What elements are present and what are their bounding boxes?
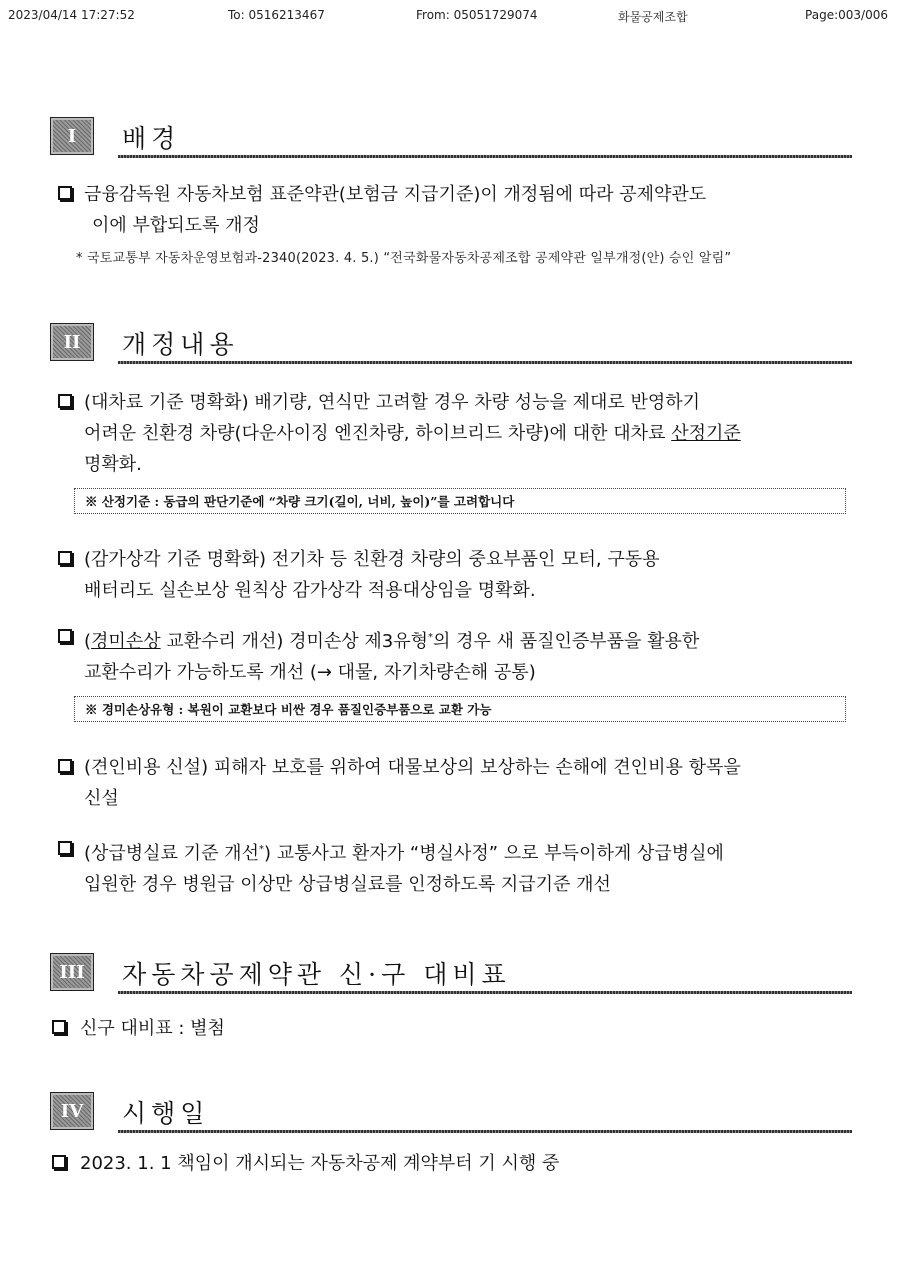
footnote-mark: *	[428, 632, 433, 643]
fax-from: From: 05051729074	[416, 8, 538, 22]
fax-to: To: 0516213467	[228, 8, 325, 22]
item-line: (견인비용 신설) 피해자 보호를 위하여 대물보상의 보상하는 손해에 견인비용 항목을	[84, 757, 741, 778]
item-text: 의 경우 새 품질인증부품을 활용한	[433, 631, 700, 652]
list-item	[50, 1013, 852, 1044]
item-line: 이에 부합되도록 개정	[92, 215, 260, 236]
item-line: 입원한 경우 병원급 이상만 상급병실료를 인정하도록 지급기준 개선	[84, 874, 611, 895]
list-item	[50, 752, 852, 814]
item-line: 신구 대비표 : 별첨	[80, 1018, 225, 1039]
item-line: 금융감독원 자동차보험 표준약관(보험금 지급기준)이 개정됨에 따라 공제약관도	[84, 184, 707, 205]
item-line: (대차료 기준 명확화) 배기량, 연식만 고려할 경우 차량 성능을 제대로 반영하기	[84, 392, 701, 413]
list-item	[50, 544, 852, 606]
section-rule	[118, 155, 852, 158]
section-heading	[50, 117, 852, 161]
section-numeral: II	[50, 323, 94, 361]
checkbox-bullet-icon	[58, 551, 72, 565]
section-effective-date	[50, 1092, 852, 1179]
item-line: (감가상각 기준 명확화) 전기차 등 친환경 차량의 중요부품인 모터, 구동용	[84, 549, 660, 570]
item-line: 교환수리가 가능하도록 개선 (→ 대물, 자기차량손해 공통)	[84, 662, 536, 683]
checkbox-bullet-icon	[58, 186, 72, 200]
item-text: 어려운 친환경 차량(다운사이징 엔진차량, 하이브리드 차량)에 대한 대차료	[84, 423, 672, 444]
section-changes	[50, 323, 852, 900]
underlined-term: 경미손상	[91, 631, 161, 652]
section-background	[50, 117, 852, 266]
section-rule	[118, 361, 852, 364]
item-line	[84, 834, 852, 869]
section-numeral: IV	[50, 1092, 94, 1130]
checkbox-bullet-icon	[58, 759, 72, 773]
fax-datetime: 2023/04/14 17:27:52	[8, 8, 135, 22]
section-rule	[118, 1130, 852, 1133]
item-line: 신설	[84, 788, 119, 809]
section-rule	[118, 991, 852, 994]
section-title: 자동차공제약관 신·구 대비표	[122, 960, 511, 989]
list-item	[50, 387, 852, 480]
section-title: 개정내용	[122, 330, 239, 359]
item-text: (상급병실료 기준 개선	[84, 843, 259, 864]
item-text: ) 교통사고 환자가 “병실사정” 으로 부득이하게 상급병실에	[263, 843, 724, 864]
fax-page: Page:003/006	[805, 8, 888, 22]
section-comparison	[50, 953, 852, 1044]
note-box: ※ 경미손상유형 : 복원이 교환보다 비싼 경우 품질인증부품으로 교환 가능	[74, 696, 846, 722]
item-line: 명확화.	[84, 454, 142, 475]
note-box: ※ 산정기준 : 동급의 판단기준에 “차량 크기(길이, 너비, 높이)”를 고려합니다	[74, 488, 846, 514]
section-numeral: I	[50, 117, 94, 155]
item-line	[84, 418, 852, 449]
footnote: * 국토교통부 자동차운영보험과-2340(2023. 4. 5.) “전국화물자동차공제조합 공제약관 일부개정(안) 승인 알림”	[76, 251, 732, 266]
section-title: 시행일	[122, 1099, 210, 1128]
underlined-term: 산정기준	[671, 423, 741, 444]
checkbox-bullet-icon	[52, 1020, 66, 1034]
section-numeral: III	[50, 953, 94, 991]
checkbox-bullet-icon	[52, 1155, 66, 1169]
section-heading	[50, 323, 852, 367]
item-text: 교환수리 개선) 경미손상 제3유형	[160, 631, 428, 652]
list-item	[50, 179, 852, 241]
list-item	[50, 834, 852, 900]
checkbox-bullet-icon	[58, 394, 72, 408]
section-title: 배경	[122, 124, 181, 153]
item-line: 2023. 1. 1 책임이 개시되는 자동차공제 계약부터 기 시행 중	[80, 1153, 560, 1174]
item-text: (	[84, 631, 92, 652]
list-item	[50, 622, 852, 688]
checkbox-bullet-icon	[58, 841, 72, 855]
item-line	[84, 622, 852, 657]
item-line: 배터리도 실손보상 원칙상 감가상각 적용대상임을 명확화.	[84, 580, 536, 601]
fax-sender: 화물공제조합	[618, 10, 688, 24]
checkbox-bullet-icon	[58, 629, 72, 643]
section-heading	[50, 953, 852, 997]
footnote-mark: *	[258, 844, 264, 855]
list-item	[50, 1148, 852, 1179]
section-heading	[50, 1092, 852, 1136]
